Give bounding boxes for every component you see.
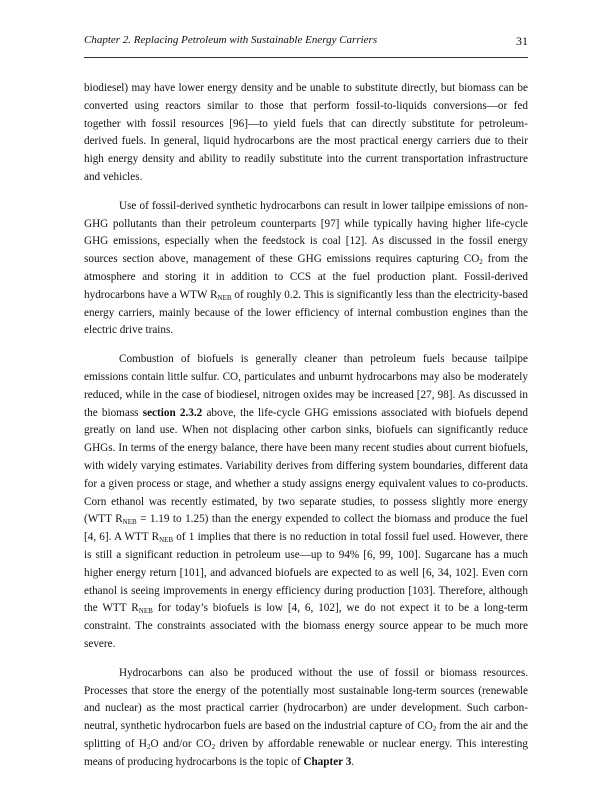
header-rule (84, 57, 528, 58)
text-run: for today’s biofuels is low [4, 6, 102], we do not expect it to be a long-term constraint. The constraints associated with the biomass energy source appear to be much more severe. (84, 602, 528, 650)
text-run: . (351, 755, 355, 768)
paragraph-p3 (84, 351, 528, 654)
text-run: Combustion of biofuels is generally cleaner than petroleum fuels because tailpipe emissions contain little sulfur. CO, particulates and unburnt hydrocarbons may also be moderately reduced, while in the case of biodiesel, nitrogen oxides may be increased [27, 98]. As discussed in the biomass (84, 353, 528, 419)
subscript: 2 (146, 742, 151, 751)
bold-reference: section 2.3.2 (142, 406, 203, 419)
text-run: Hydrocarbons can also be produced without the use of fossil or biomass resources. Processes that store the energy of the potentially most sustainable long-term sources (renewable and nuclear) as the most practical carrier (hydrocarbon) are under development. Such carbon-neutral, synthetic hydrocarbon fuels are based on the industrial capture of CO (84, 666, 528, 733)
page-number: 31 (516, 34, 528, 48)
text-run: from the air and the splitting of H (84, 720, 528, 750)
chapter-title: Chapter 2. Replacing Petroleum with Sustainable Energy Carriers (84, 34, 378, 46)
subscript: 2 (211, 742, 216, 751)
text-run: driven by affordable renewable or nuclear energy. This interesting means of producing hydrocarbons is the topic of (84, 737, 528, 768)
bold-reference: Chapter 3 (303, 755, 352, 768)
text-run: from the atmosphere and storing it in addition to CCS at the fuel production plant. Fossil-derived hydrocarbons have a WTW R (84, 253, 528, 301)
text-run: of roughly 0.2. This is significantly less than the electricity-based energy carriers, mainly because of the lower efficiency of internal combustion engines than the electric drive trains. (84, 288, 528, 337)
subscript: NEB (217, 293, 232, 302)
subscript: 2 (432, 725, 437, 734)
subscript: NEB (138, 607, 153, 616)
text-run: Use of fossil-derived synthetic hydrocarbons can result in lower tailpipe emissions of non-GHG pollutants than their petroleum counterparts [97] while typically having higher life-cycle GHG emissions, especially when the feedstock is coal [12]. As discussed in the fossil energy sources section above, management of these GHG emissions requires capturing CO (84, 199, 528, 266)
paragraph-p4 (84, 665, 528, 772)
running-header (84, 34, 528, 52)
text-run: above, the life-cycle GHG emissions associated with biofuels depend greatly on land use. When not displacing other carbon sinks, biofuels can significantly reduce GHGs. In terms of the energy balance, there have been many recent studies about current biofuels, with widely varying estimates. Variability derives from differing system boundaries, different data for a given process or stage, and whether a study assigns energy equivalent values to co-products. Corn ethanol was recently estimated, by two separate studies, to possess slightly more energy (WTT R (84, 406, 528, 526)
text-run: of 1 implies that there is no reduction in total fossil fuel used. However, there is still a significant reduction in petroleum use—up to 94% [6, 99, 100]. Sugarcane has a much higher energy return [101], and advanced biofuels are expected to as well [6, 34, 102]. Even corn ethanol is seeing improvements in energy efficiency during production [103]. Therefore, although the WTT R (84, 531, 528, 615)
paragraph-p1 (84, 80, 528, 187)
text-run: = 1.19 to 1.25) than the energy expended to collect the biomass and produce the fuel [4, 6]. A WTT R (84, 513, 528, 544)
text-run: O and/or CO (150, 737, 212, 750)
text-run: biodiesel) may have lower energy density and be unable to substitute directly, but biomass can be converted using reactors similar to those that perform fossil-to-liquids conversions—or fed together with fossil resources [96]—to yield fuels that can directly substitute for petroleum-derived fuels. In general, liquid hydrocarbons are the most practical energy carriers due to their high energy density and ability to readily substitute into the current transportation infrastructure and vehicles. (84, 82, 528, 183)
paragraph-p2 (84, 198, 528, 340)
body-text (84, 80, 528, 782)
subscript: 2 (479, 258, 483, 267)
subscript: NEB (122, 518, 137, 527)
subscript: NEB (159, 536, 174, 545)
